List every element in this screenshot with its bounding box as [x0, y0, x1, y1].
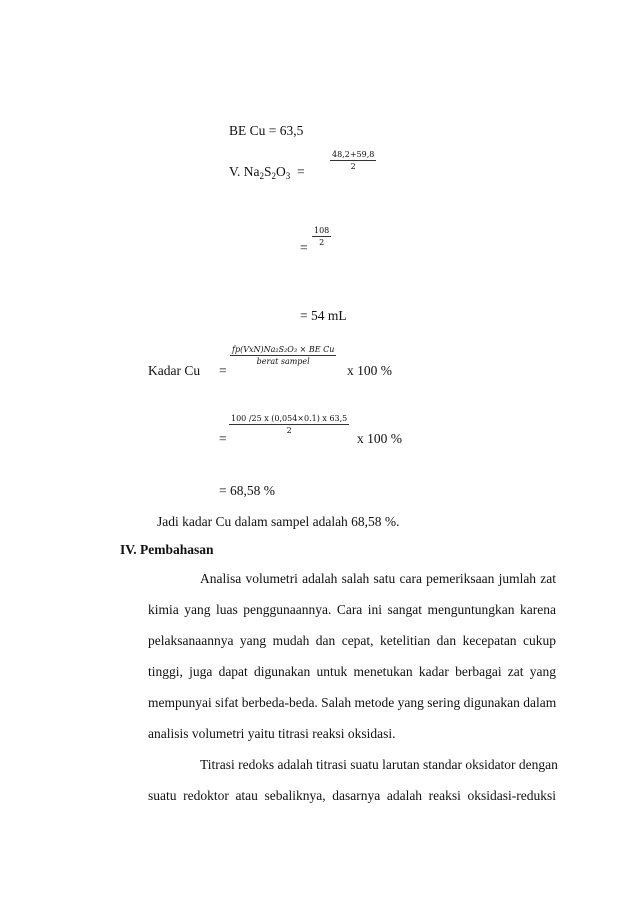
v-sub1: 2 — [259, 171, 265, 181]
paragraph-1-line-2: kimia yang luas penggunaannya. Cara ini sangat menguntungkan karena — [148, 602, 556, 617]
v-mid: S — [264, 164, 272, 179]
times-100-2: x 100 % — [357, 431, 402, 446]
v-eq: = — [290, 164, 305, 179]
v-na2s2o3-label — [229, 165, 305, 179]
substitution-denominator: 2 — [286, 426, 292, 435]
kadar-cu-equals: = — [219, 363, 227, 378]
paragraph-1-line-1: Analisa volumetri adalah salah satu cara pemeriksaan jumlah zat — [200, 571, 556, 586]
paragraph-1-line-4: tinggi, juga dapat digunakan untuk menetukan kadar berbagai zat yang — [148, 664, 556, 679]
paragraph-1-line-3: pelaksanaannya yang mudah dan cepat, ketelitian dan kecepatan cukup — [148, 633, 556, 648]
formula-denominator: berat sampel — [256, 357, 310, 366]
fraction-formula — [230, 346, 336, 366]
formula-numerator: fp(VxN)Na₂S₂O₃ × BE Cu — [232, 345, 335, 354]
be-cu-line: BE Cu = 63,5 — [229, 123, 304, 138]
v-end: O — [276, 164, 286, 179]
equals-2: = — [300, 240, 308, 255]
v-sub3: 3 — [285, 171, 291, 181]
fraction-volume-sum — [330, 151, 376, 171]
fraction-108-denominator: 2 — [319, 238, 325, 247]
fraction-108-numerator: 108 — [314, 226, 330, 235]
v-sub2: 2 — [271, 171, 277, 181]
kadar-cu-label: Kadar Cu — [148, 363, 201, 378]
equals-3: = — [219, 431, 227, 446]
v-label: V. Na — [229, 164, 260, 179]
paragraph-2-line-2: suatu redoktor atau sebaliknya, dasarnya adalah reaksi oksidasi-reduksi — [148, 788, 556, 803]
result-volume: = 54 mL — [300, 308, 347, 323]
conclusion-text: Jadi kadar Cu dalam sampel adalah 68,58 %. — [157, 514, 400, 529]
paragraph-1-line-5: mempunyai sifat berbeda-beda. Salah metode yang sering digunakan dalam — [148, 695, 557, 710]
times-100-1: x 100 % — [347, 363, 392, 378]
result-percent: = 68,58 % — [219, 483, 275, 498]
substitution-numerator: 100 /25 x (0,054×0.1) x 63,5 — [231, 414, 348, 423]
paragraph-2-line-1: Titrasi redoks adalah titrasi suatu larutan standar oksidator dengan — [200, 757, 558, 772]
fraction-volume-sum-numerator: 48,2+59,8 — [332, 150, 375, 159]
section-heading: IV. Pembahasan — [120, 542, 214, 557]
paragraph-1-line-6: analisis volumetri yaitu titrasi reaksi oksidasi. — [148, 726, 396, 741]
fraction-volume-sum-denominator: 2 — [350, 162, 356, 171]
fraction-substitution — [229, 415, 349, 435]
fraction-108 — [312, 227, 331, 247]
